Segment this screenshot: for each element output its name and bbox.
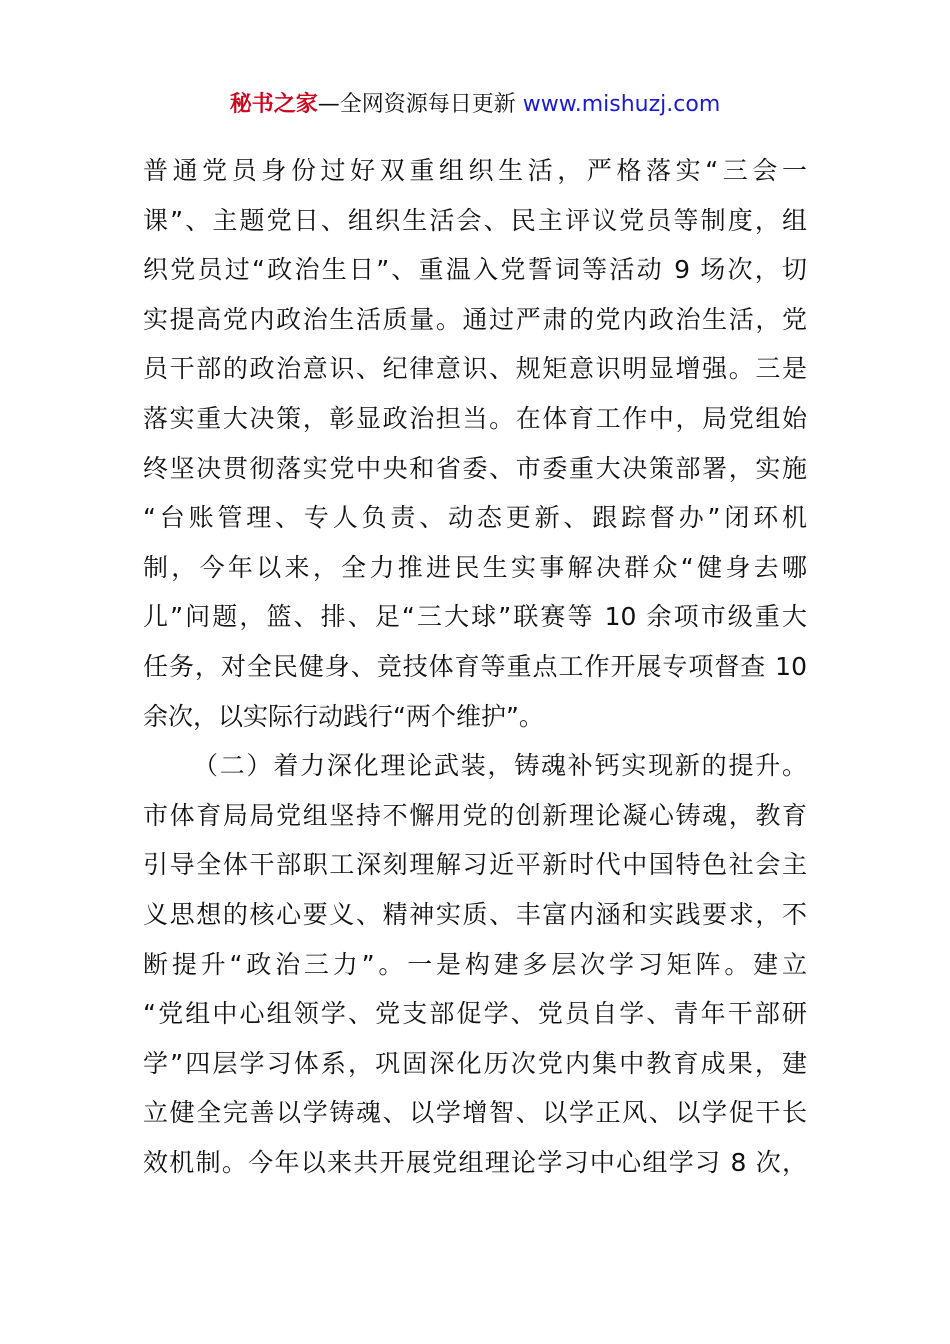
text-line: 义思想的核心要义、精神实质、丰富内涵和实践要求，不 xyxy=(143,899,807,929)
text-line: 普通党员身份过好双重组织生活，严格落实“三会一 xyxy=(143,156,807,185)
text-line: 任务，对全民健身、竞技体育等重点工作开展专项督查 10 xyxy=(143,651,807,681)
text-line: 市体育局局党组坚持不懈用党的创新理论凝心铸魂，教育 xyxy=(143,800,807,830)
paragraph-end-line: 余次，以实际行动践行“两个维护”。 xyxy=(143,701,544,731)
text-line: “台账管理、专人负责、动态更新、跟踪督办”闭环机 xyxy=(143,503,807,533)
text-line: 效机制。今年以来共开展党组理论学习中心组学习 8 次， xyxy=(143,1147,807,1177)
text-line: “党组中心组领学、党支部促学、党员自学、青年干部研 xyxy=(143,999,807,1029)
text-line: 织党员过“政治生日”、重温入党誓词等活动 9 场次，切 xyxy=(143,255,807,285)
text-line: 落实重大决策，彰显政治担当。在体育工作中，局党组始 xyxy=(143,403,807,433)
section-heading-line: （二）着力深化理论武装，铸魂补钙实现新的提升。 xyxy=(193,751,807,781)
text-line: 儿”问题，篮、排、足“三大球”联赛等 10 余项市级重大 xyxy=(143,602,807,632)
header-url[interactable]: www.mishuzj.com xyxy=(515,92,721,117)
page-header xyxy=(0,88,950,122)
document-body xyxy=(143,146,807,1187)
text-line: 实提高党内政治生活质量。通过严肃的党内政治生活，党 xyxy=(143,304,807,334)
text-line: 断提升“政治三力”。一是构建多层次学习矩阵。建立 xyxy=(143,949,807,979)
header-brand: 秘书之家 xyxy=(229,92,318,117)
header-slogan: —全网资源每日更新 xyxy=(317,92,516,117)
text-line: 立健全完善以学铸魂、以学增智、以学正风、以学促干长 xyxy=(143,1098,807,1128)
text-line: 终坚决贯彻落实党中央和省委、市委重大决策部署，实施 xyxy=(143,453,807,483)
text-line: 制，今年以来，全力推进民生实事解决群众“健身去哪 xyxy=(143,552,807,582)
text-line: 课”、主题党日、组织生活会、民主评议党员等制度，组 xyxy=(143,205,807,235)
text-line: 学”四层学习体系，巩固深化历次党内集中教育成果，建 xyxy=(143,1048,807,1078)
text-line: 员干部的政治意识、纪律意识、规矩意识明显增强。三是 xyxy=(143,354,807,384)
text-line: 引导全体干部职工深刻理解习近平新时代中国特色社会主 xyxy=(143,850,807,880)
